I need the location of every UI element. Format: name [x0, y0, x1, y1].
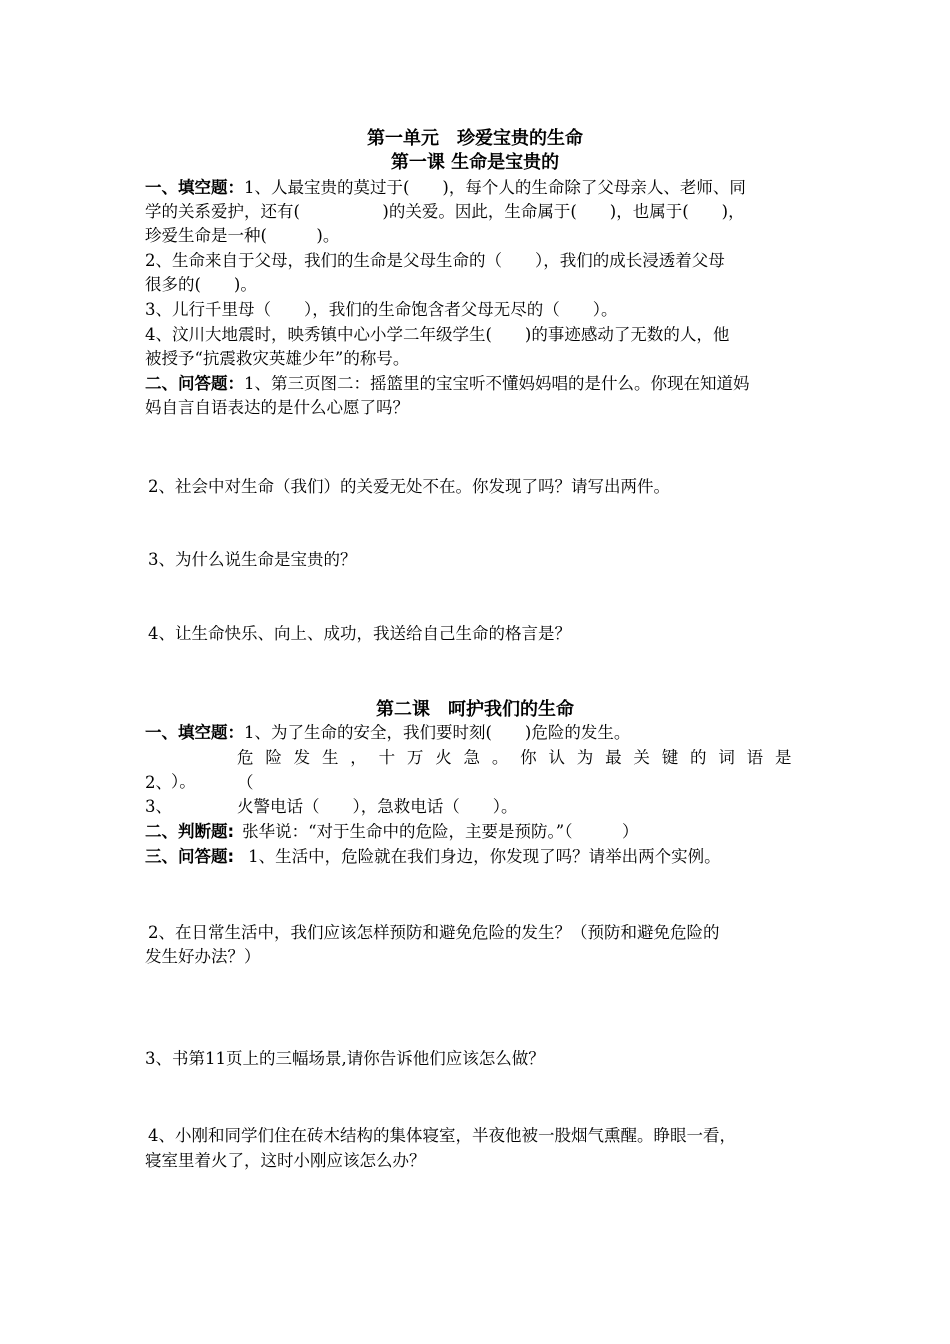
lesson1-fill-q4-line2: 被授予“抗震救灾英雄少年”的称号。	[145, 349, 410, 368]
lesson2-fill-q1: 1、为了生命的安全，我们要时刻( )危险的发生。	[244, 723, 631, 742]
lesson2-qa-q3: 3、书第11页上的三幅场景,请你告诉他们应该怎么做？	[145, 1049, 545, 1068]
lesson2-fill-label: 一、填空题：	[145, 723, 244, 742]
lesson1-qa-label: 二、问答题：	[145, 374, 244, 393]
lesson2-qa-q4-line2: 寝室里着火了，这时小刚应该怎么办？	[145, 1151, 426, 1170]
lesson2-fill-q3-text: 火警电话（ ），急救电话（ ）。	[237, 797, 518, 816]
lesson1-fill-q2-line1: 2、生命来自于父母，我们的生命是父母生命的（ ），我们的成长浸透着父母	[145, 251, 725, 270]
lesson1-fill-q1-line2: 学的关系爱护，还有( )的关爱。因此，生命属于( )，也属于( )，	[145, 202, 745, 221]
lesson1-fill-q1-line1	[145, 176, 807, 201]
lesson1-qa-q4: 4、让生命快乐、向上、成功，我送给自己生命的格言是？	[148, 624, 571, 643]
lesson2-qa-q1-line	[145, 845, 807, 870]
lesson1-title: 第一课 生命是宝贵的	[390, 152, 560, 173]
lesson1-fill-q2-line2: 很多的( )。	[145, 275, 257, 294]
lesson2-fill-q2-tail: ）。	[171, 772, 196, 791]
lesson2-fill-q2-num: 2、	[145, 772, 172, 792]
lesson2-title: 第二课 呵护我们的生命	[376, 699, 574, 720]
lesson2-judge-label: 二、判断题:	[145, 822, 235, 841]
lesson1-qa-q3: 3、为什么说生命是宝贵的？	[148, 550, 357, 569]
lesson1-fill-q1-line3: 珍爱生命是一种( )。	[145, 226, 340, 245]
lesson2-judge-line	[145, 820, 807, 845]
lesson1-fill-q3: 3、儿行千里母（ ），我们的生命饱含者父母无尽的（ ）。	[145, 300, 618, 319]
lesson2-fill-q1-line	[145, 721, 807, 746]
lesson2-fill-q3-line	[145, 795, 807, 820]
lesson2-fill-q2-text: 危险发生，十万火急。你认为最关键的词语是（	[237, 748, 802, 792]
lesson1-qa-q1-line2: 妈自言自语表达的是什么心愿了吗？	[145, 398, 409, 417]
lesson2-judge-q: 张华说：“对于生命中的危险，主要是预防。”（ ）	[242, 822, 639, 841]
lesson2-qa-q2-line1: 2、在日常生活中，我们应该怎样预防和避免危险的发生？（预防和避免危险的	[148, 923, 720, 942]
lesson1-fill-q4-line1: 4、汶川大地震时，映秀镇中心小学二年级学生( )的事迹感动了无数的人，他	[145, 325, 730, 344]
lesson2-qa-q4-line1: 4、小刚和同学们住在砖木结构的集体寝室，半夜他被一股烟气熏醒。睁眼一看，	[148, 1126, 736, 1145]
lesson2-qa-label: 三、问答题:	[145, 847, 235, 866]
lesson1-qa-q1-text1: 1、第三页图二：摇篮里的宝宝听不懂妈妈唱的是什么。你现在知道妈	[244, 374, 750, 393]
unit-title: 第一单元 珍爱宝贵的生命	[367, 128, 583, 149]
lesson2-qa-q1: 1、生活中，危险就在我们身边，你发现了吗？请举出两个实例。	[248, 847, 721, 866]
lesson1-fill-q1-text1: 1、人最宝贵的莫过于( )，每个人的生命除了父母亲人、老师、同	[244, 178, 746, 197]
lesson2-fill-q3-num: 3、	[145, 797, 172, 816]
lesson1-qa-q2: 2、社会中对生命（我们）的关爱无处不在。你发现了吗？请写出两件。	[148, 477, 670, 496]
lesson1-fill-label: 一、填空题：	[145, 178, 244, 197]
lesson2-qa-q2-line2: 发生好办法？）	[145, 947, 261, 966]
lesson1-qa-q1-line1	[145, 372, 807, 397]
